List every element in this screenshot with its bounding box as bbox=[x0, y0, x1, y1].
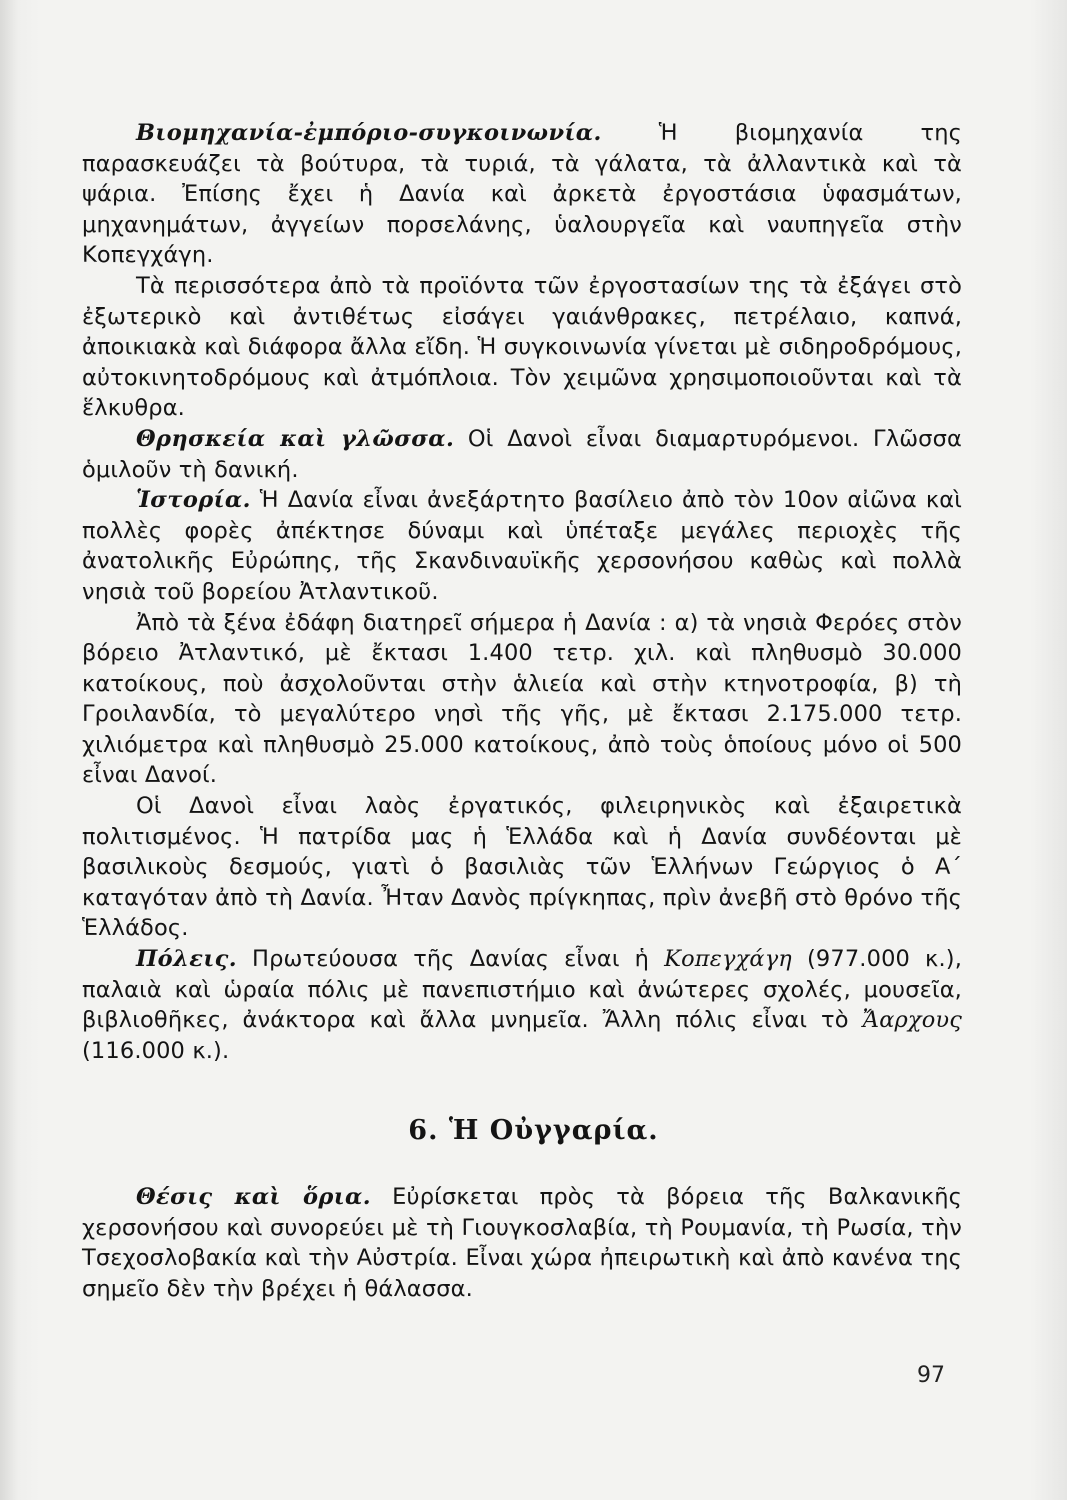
heading-religion: Θρησκεία καὶ γλῶσσα. bbox=[136, 425, 455, 452]
text-cities-1: Πρωτεύουσα τῆς Δανίας εἶναι ἡ bbox=[236, 946, 665, 973]
paragraph-industry bbox=[82, 118, 962, 271]
paragraph-people: Οἱ Δανοὶ εἶναι λαὸς ἐργατικός, φιλειρηνικὸς καὶ ἐξαιρετικὰ πολιτισμένος. Ἡ πατρίδα μας ἡ Ἑλλάδα καὶ ἡ Δανία συνδέονται μὲ βασιλικοὺς δεσμούς, γιατὶ ὁ βασιλιὰς τῶν Ἑλλήνων Γεώργιος ὁ Α΄ καταγόταν ἀπὸ τὴ Δανία. Ἦταν Δανὸς πρίγκηπας, πρὶν ἀνεβῆ στὸ θρόνο τῆς Ἑλλάδος. bbox=[82, 793, 962, 942]
paragraph-exports: Τὰ περισσότερα ἀπὸ τὰ προϊόντα τῶν ἐργοστασίων της τὰ ἐξάγει στὸ ἐξωτερικὸ καὶ ἀντιθέτως εἰσάγει γαιάνθρακες, πετρέλαιο, καπνά, ἀποικιακὰ καὶ διάφορα ἄλλα εἴδη. Ἡ συγκοινωνία γίνεται μὲ σιδηροδρόμους, αὐτοκινητοδρόμους καὶ ἀτμόπλοια. Τὸν χειμῶνα χρησιμοποιοῦνται καὶ τὰ ἕλκυθρα. bbox=[82, 272, 962, 422]
heading-industry: Βιομηχανία-ἐμπόριο-συγκοινωνία. bbox=[136, 120, 602, 146]
text-religion: Οἱ Δανοὶ εἶναι διαμαρτυρόμενοι. Γλῶσσα ὁμιλοῦν τὴ δανική. bbox=[82, 425, 962, 483]
paragraph-religion bbox=[82, 424, 962, 485]
city-other: Ἄαρχους bbox=[862, 1007, 962, 1034]
paragraph-cities bbox=[82, 944, 962, 1066]
text-cities-2: (977.000 κ.), παλαιὰ καὶ ὡραία πόλις μὲ πανεπιστήμιο καὶ ἀνώτερες σχολές, μουσεῖα, βιβλιοθῆκες, ἀνάκτορα καὶ ἄλλα μνημεῖα. Ἄλλη πόλις εἶναι τὸ bbox=[82, 946, 962, 1034]
city-capital: Κοπεγχάγη bbox=[664, 946, 792, 973]
heading-position: Θέσις καὶ ὅρια. bbox=[136, 1184, 371, 1210]
text-cities-3: (116.000 κ.). bbox=[82, 1037, 230, 1064]
body-text-hungary bbox=[82, 1182, 962, 1304]
paragraph-history bbox=[82, 485, 962, 607]
text-industry: Ἡ βιομηχανία της παρασκευάζει τὰ βούτυρα, τὰ τυριά, τὰ γάλατα, τὰ ἀλλαντικὰ καὶ τὰ ψάρια. Ἐπίσης ἔχει ἡ Δανία καὶ ἀρκετὰ ἐργοστάσια ὑφασμάτων, μηχανημάτων, ἀγγείων πορσελάνης, ὑαλουργεῖα καὶ ναυπηγεῖα στὴν Κοπεγχάγη. bbox=[82, 120, 962, 269]
page-number: 97 bbox=[917, 1363, 945, 1388]
heading-cities: Πόλεις. bbox=[136, 946, 237, 973]
text-history: Ἡ Δανία εἶναι ἀνεξάρτητο βασίλειο ἀπὸ τὸν 10ον αἰῶνα καὶ πολλὲς φορὲς ἀπέκτησε δύναμι καὶ ὑπέταξε μεγάλες περιοχὲς τῆς ἀνατολικῆς Εὐρώπης, τῆς Σκανδιναυϊκῆς χερσονήσου καθὼς καὶ πολλὰ νησιὰ τοῦ βορείου Ἀτλαντικοῦ. bbox=[82, 487, 962, 605]
body-text-denmark bbox=[82, 118, 962, 1066]
heading-history: Ἱστορία. bbox=[136, 487, 251, 514]
section-title: 6. Ἡ Οὐγγαρία. bbox=[408, 1115, 659, 1146]
paragraph-position bbox=[82, 1182, 962, 1304]
paragraph-territories: Ἀπὸ τὰ ξένα ἐδάφη διατηρεῖ σήμερα ἡ Δανία : α) τὰ νησιὰ Φερόες στὸν βόρειο Ἀτλαντικό, μὲ ἔκτασι 1.400 τετρ. χιλ. καὶ πληθυσμὸ 30.000 κατοίκους, ποὺ ἀσχολοῦνται στὴν ἁλιεία καὶ στὴν κτηνοτροφία, β) τὴ Γροιλανδία, τὸ μεγαλύτερο νησὶ τῆς γῆς, μὲ ἔκτασι 2.175.000 τετρ. χιλιόμετρα καὶ πληθυσμὸ 25.000 κατοίκους, ἀπὸ τοὺς ὁποίους μόνο οἱ 500 εἶναι Δανοί. bbox=[82, 609, 962, 789]
text-position: Εὐρίσκεται πρὸς τὰ βόρεια τῆς Βαλκανικῆς χερσονήσου καὶ συνορεύει μὲ τὴ Γιουγκοσλαβία, τὴ Ρουμανία, τὴ Ρωσία, τὴν Τσεχοσλοβακία καὶ τὴν Αὐστρία. Εἶναι χώρα ἠπειρωτικὴ καὶ ἀπὸ κανένα της σημεῖο δὲν τὴν βρέχει ἡ θάλασσα. bbox=[82, 1184, 962, 1302]
